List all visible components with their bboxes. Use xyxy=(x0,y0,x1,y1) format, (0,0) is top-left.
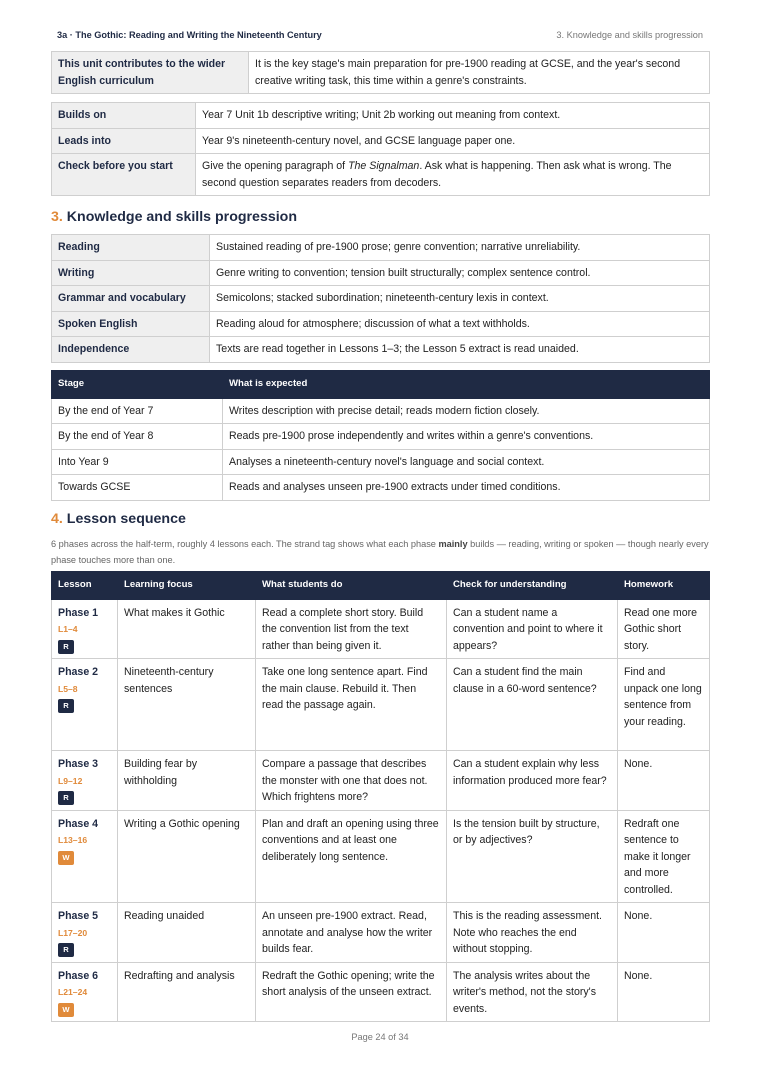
lesson-cell xyxy=(52,751,118,811)
phase-name: Phase 5 xyxy=(58,910,99,922)
lesson-cell xyxy=(52,599,118,659)
running-header-section: 3. Knowledge and skills progression xyxy=(556,30,703,40)
table-row xyxy=(52,475,710,501)
row-label: Check before you start xyxy=(52,154,196,196)
table-row xyxy=(52,424,710,450)
column-header: What is expected xyxy=(223,371,710,399)
lesson-cell xyxy=(52,810,118,903)
table-row xyxy=(52,103,710,129)
homework-cell: None. xyxy=(618,903,710,963)
activity-cell: Plan and draft an opening using three conventions and at least one deliberately long sentence. xyxy=(256,810,447,903)
strand-badge: R xyxy=(58,640,74,654)
section-title: Lesson sequence xyxy=(66,511,186,527)
row-label: Builds on xyxy=(52,103,196,129)
skill-label: Grammar and vocabulary xyxy=(52,286,210,312)
homework-cell: Read one more Gothic short story. xyxy=(618,599,710,659)
lesson-range: L9–12 xyxy=(58,775,83,786)
strand-badge: R xyxy=(58,791,74,805)
focus-cell: Nineteenth-century sentences xyxy=(118,659,256,751)
table-header-row xyxy=(52,572,710,600)
intro-emphasis: mainly xyxy=(438,539,468,549)
table-row xyxy=(52,659,710,751)
column-header: Homework xyxy=(618,572,710,600)
intro-text: builds — reading, writing or spoken — though nearly every phase touches more than one. xyxy=(51,539,709,565)
column-header: Stage xyxy=(52,371,223,399)
lesson-range: L17–20 xyxy=(58,927,88,938)
row-text: Year 7 Unit 1b descriptive writing; Unit 2b working out meaning from context. xyxy=(196,103,710,129)
table-row xyxy=(52,128,710,154)
lesson-range: L13–16 xyxy=(58,835,88,845)
row-text xyxy=(196,154,710,196)
table-row xyxy=(52,311,710,337)
homework-cell: Find and unpack one long sentence from your reading. xyxy=(618,659,710,751)
expectation-cell: Writes description with precise detail; reads modern fiction closely. xyxy=(223,398,710,424)
table-header-row xyxy=(52,371,710,399)
check-cell: Can a student find the main clause in a 60-word sentence? xyxy=(447,659,618,751)
homework-cell: None. xyxy=(618,962,710,1022)
homework-cell: Redraft one sentence to make it longer and more controlled. xyxy=(618,810,710,903)
running-header xyxy=(57,27,703,43)
phase-name: Phase 3 xyxy=(58,758,99,770)
section-number: 3. xyxy=(51,209,63,225)
intro-text: 6 phases across the half-term, roughly 4 lessons each. The strand tag shows what each phase xyxy=(51,539,439,549)
contrib-label: This unit contributes to the wider English curriculum xyxy=(52,52,249,94)
text-title: The Signalman xyxy=(348,160,420,172)
section-4-heading xyxy=(51,511,186,527)
section-3-heading xyxy=(51,209,297,225)
lesson-cell xyxy=(52,962,118,1022)
running-header-title: 3a · The Gothic: Reading and Writing the Nineteenth Century xyxy=(57,30,322,40)
stage-cell: By the end of Year 7 xyxy=(52,398,223,424)
activity-cell: Read a complete short story. Build the convention list from the text rather than being given it. xyxy=(256,599,447,659)
section-number: 4. xyxy=(51,511,63,527)
column-header: Check for understanding xyxy=(447,572,618,600)
row-label: Leads into xyxy=(52,128,196,154)
table-row xyxy=(52,235,710,261)
section-title: Knowledge and skills progression xyxy=(66,209,297,225)
expectation-cell: Reads pre-1900 prose independently and writes within a genre's conventions. xyxy=(223,424,710,450)
expectation-cell: Reads and analyses unseen pre-1900 extracts under timed conditions. xyxy=(223,475,710,501)
skills-table xyxy=(51,234,710,363)
column-header: What students do xyxy=(256,572,447,600)
stage-cell: Towards GCSE xyxy=(52,475,223,501)
activity-cell: An unseen pre-1900 extract. Read, annotate and analyse how the writer builds fear. xyxy=(256,903,447,963)
phase-name: Phase 1 xyxy=(58,606,99,619)
skill-text: Reading aloud for atmosphere; discussion of what a text withholds. xyxy=(210,311,710,337)
focus-cell: Building fear by withholding xyxy=(118,751,256,811)
page-number: Page 24 of 34 xyxy=(351,1032,409,1042)
focus-cell: Writing a Gothic opening xyxy=(118,810,256,903)
activity-cell: Take one long sentence apart. Find the main clause. Rebuild it. Then read the passage again. xyxy=(256,659,447,751)
skill-text: Semicolons; stacked subordination; nineteenth-century lexis in context. xyxy=(210,286,710,312)
lesson-cell xyxy=(52,903,118,963)
stage-table xyxy=(51,370,710,501)
table-row xyxy=(52,962,710,1022)
lesson-sequence-table xyxy=(51,571,710,1022)
phase-name: Phase 6 xyxy=(58,969,99,982)
strand-badge: R xyxy=(58,943,74,957)
skill-text: Texts are read together in Lessons 1–3; the Lesson 5 extract is read unaided. xyxy=(210,337,710,363)
curriculum-contribution-table xyxy=(51,51,710,94)
check-cell: This is the reading assessment. Note who reaches the end without stopping. xyxy=(447,903,618,963)
skill-text: Sustained reading of pre-1900 prose; genre convention; narrative unreliability. xyxy=(210,235,710,261)
skill-label: Independence xyxy=(52,337,210,363)
stage-cell: By the end of Year 8 xyxy=(52,424,223,450)
table-row xyxy=(52,337,710,363)
skill-label: Spoken English xyxy=(52,311,210,337)
strand-badge: W xyxy=(58,851,74,865)
check-cell: Can a student name a convention and point to where it appears? xyxy=(447,599,618,659)
lesson-intro xyxy=(51,536,710,568)
table-row xyxy=(52,286,710,312)
check-cell: Is the tension built by structure, or by adjectives? xyxy=(447,810,618,903)
table-row xyxy=(52,52,710,94)
contrib-text: It is the key stage's main preparation for pre-1900 reading at GCSE, and the year's second creative writing task, this time within a genre's constraints. xyxy=(249,52,710,94)
check-text-end: . Ask what is happening. Then ask what is wrong. The second question separates readers from decoders. xyxy=(202,160,672,189)
skill-label: Reading xyxy=(52,235,210,261)
table-row xyxy=(52,154,710,196)
phase-name: Phase 2 xyxy=(58,666,99,678)
table-row xyxy=(52,449,710,475)
focus-cell: Redrafting and analysis xyxy=(118,962,256,1022)
strand-badge: W xyxy=(58,1003,74,1017)
table-row xyxy=(52,751,710,811)
check-text-start: Give the opening paragraph of xyxy=(202,160,349,172)
lesson-range: L1–4 xyxy=(58,624,78,634)
table-row xyxy=(52,599,710,659)
table-row xyxy=(52,260,710,286)
phase-name: Phase 4 xyxy=(58,817,99,830)
builds-on-table xyxy=(51,102,710,196)
activity-cell: Redraft the Gothic opening; write the short analysis of the unseen extract. xyxy=(256,962,447,1022)
focus-cell: What makes it Gothic xyxy=(118,599,256,659)
activity-cell: Compare a passage that describes the monster with one that does not. Which frightens more? xyxy=(256,751,447,811)
row-text: Year 9's nineteenth-century novel, and GCSE language paper one. xyxy=(196,128,710,154)
column-header: Lesson xyxy=(52,572,118,600)
expectation-cell: Analyses a nineteenth-century novel's language and social context. xyxy=(223,449,710,475)
skill-label: Writing xyxy=(52,260,210,286)
skill-text: Genre writing to convention; tension built structurally; complex sentence control. xyxy=(210,260,710,286)
table-row xyxy=(52,810,710,903)
lesson-range: L5–8 xyxy=(58,683,78,694)
column-header: Learning focus xyxy=(118,572,256,600)
check-cell: The analysis writes about the writer's method, not the story's events. xyxy=(447,962,618,1022)
strand-badge: R xyxy=(58,699,74,713)
lesson-range: L21–24 xyxy=(58,987,88,997)
stage-cell: Into Year 9 xyxy=(52,449,223,475)
table-row xyxy=(52,398,710,424)
lesson-cell xyxy=(52,659,118,751)
homework-cell: None. xyxy=(618,751,710,811)
table-row xyxy=(52,903,710,963)
check-cell: Can a student explain why less information produced more fear? xyxy=(447,751,618,811)
focus-cell: Reading unaided xyxy=(118,903,256,963)
